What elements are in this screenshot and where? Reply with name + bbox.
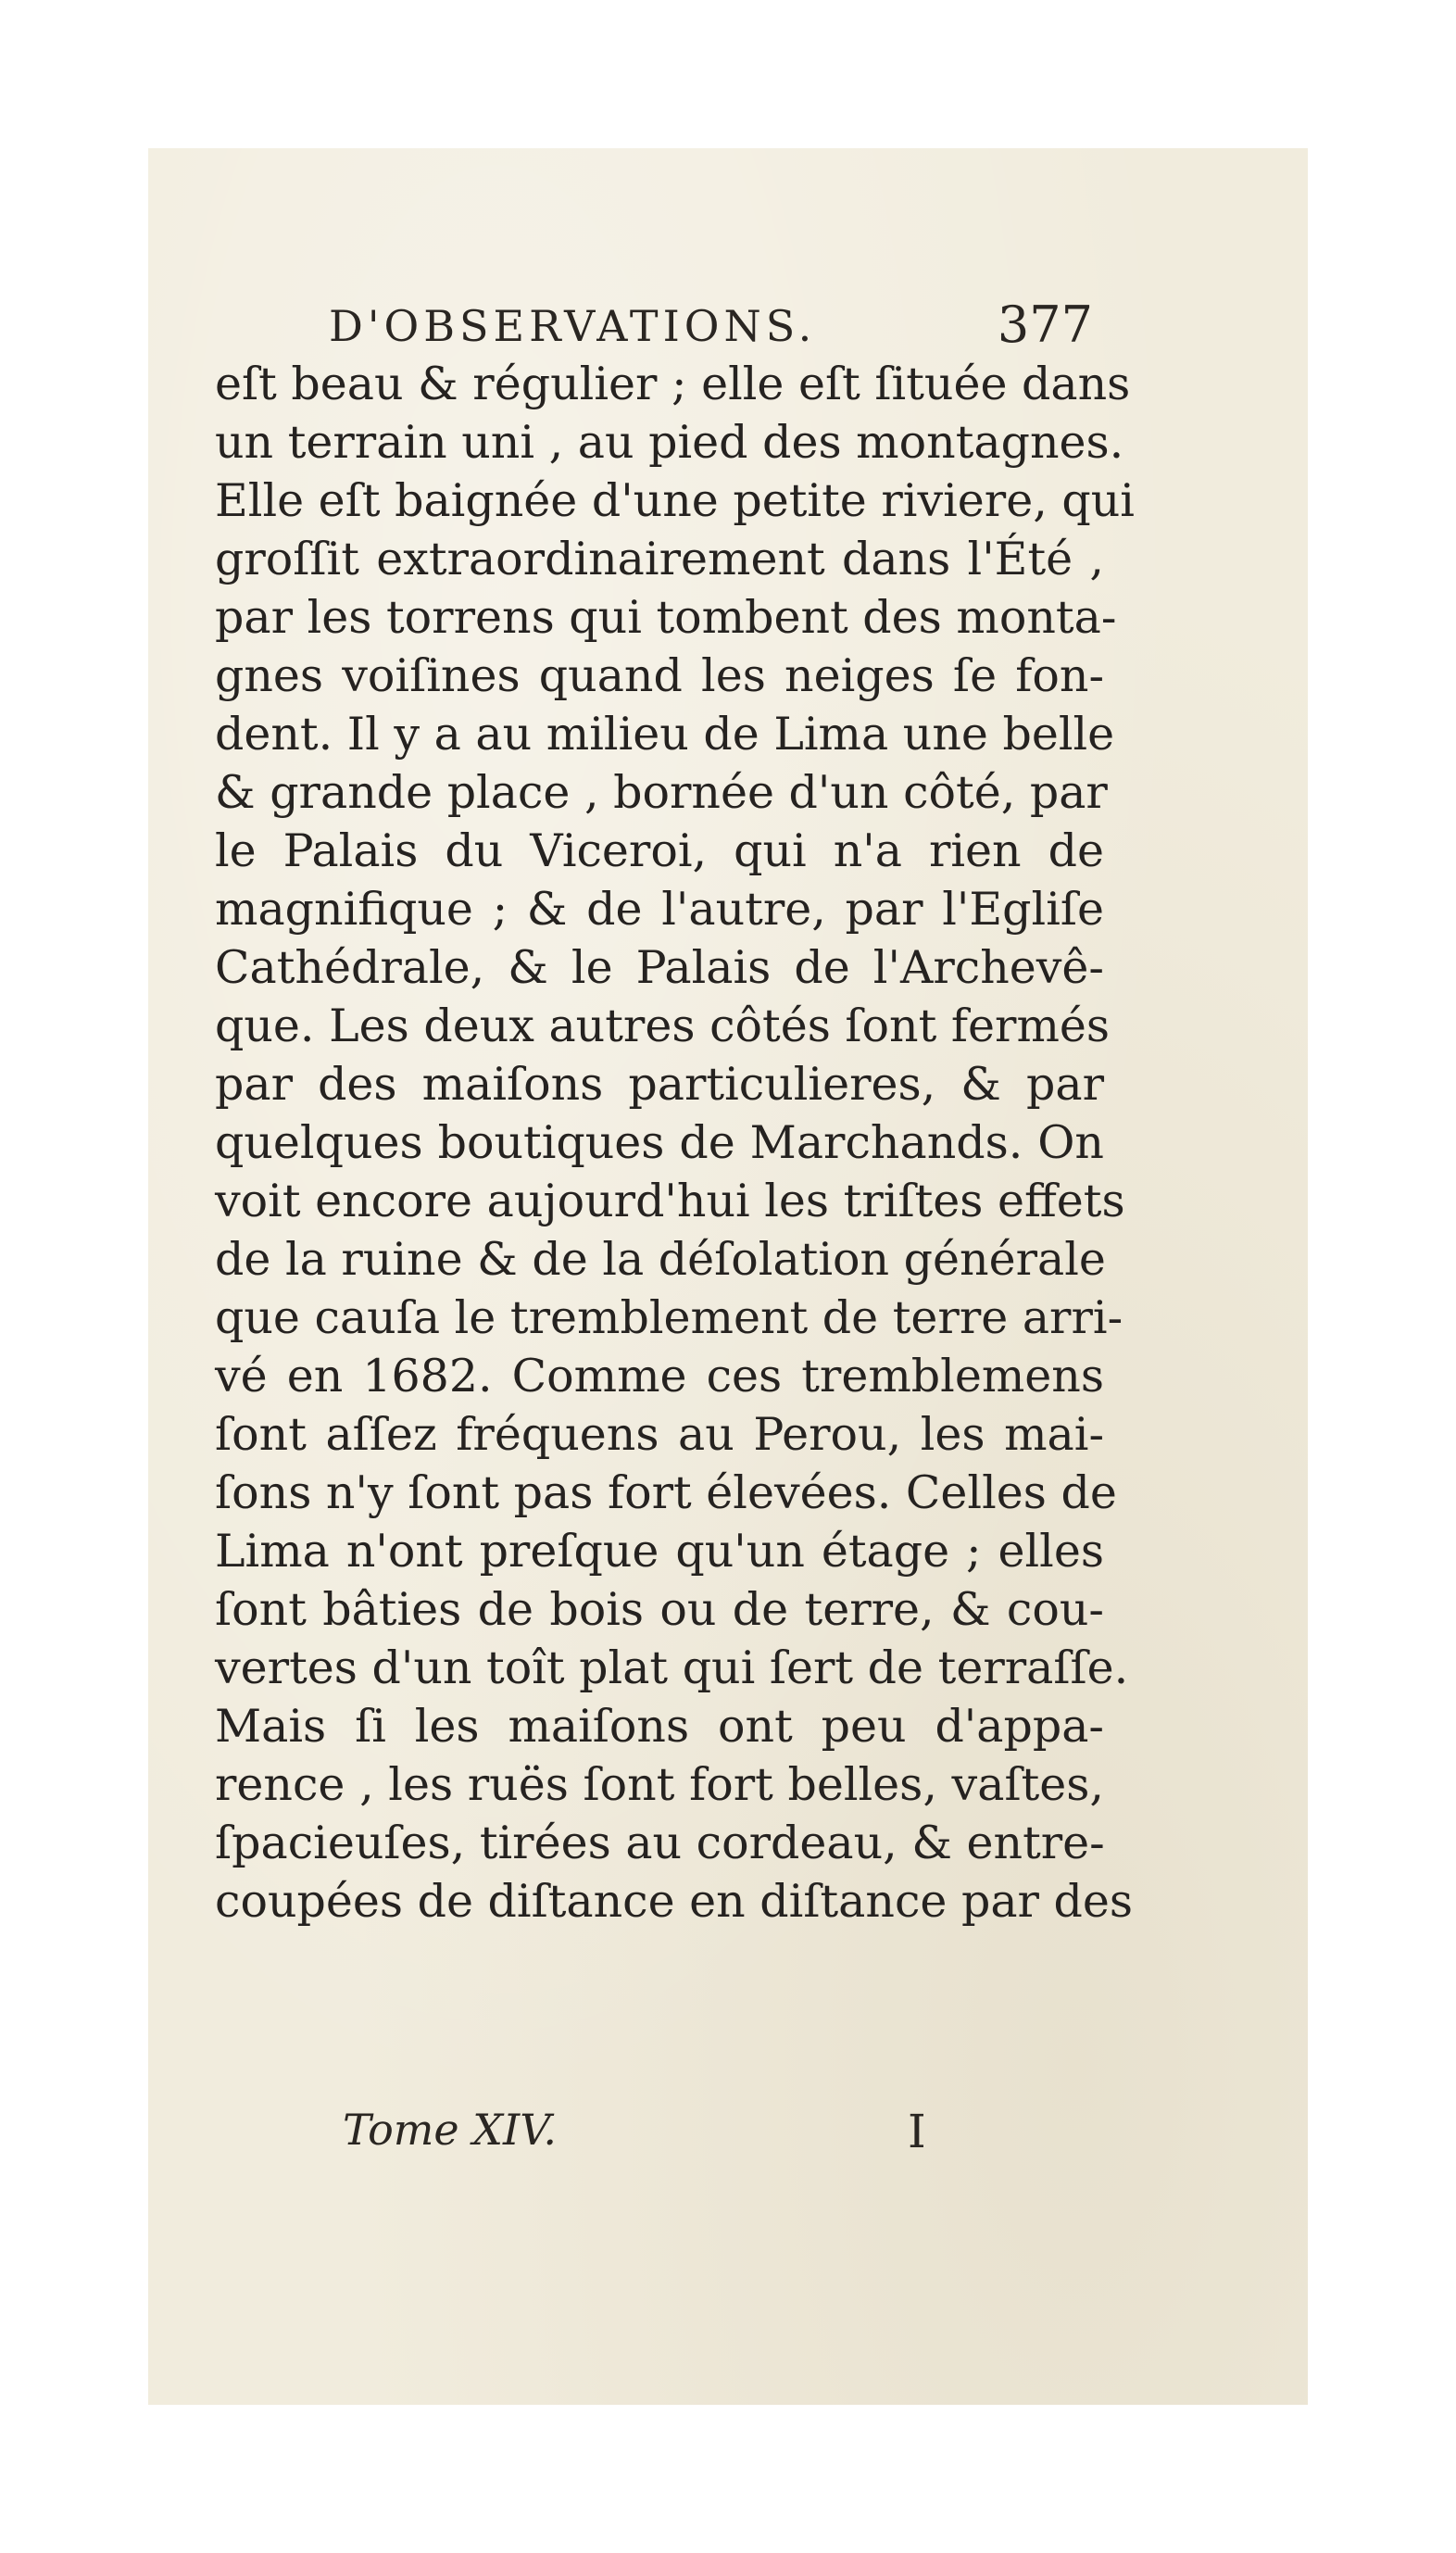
text-line: dent. Il y a au milieu de Lima une belle xyxy=(215,708,1115,761)
book-page xyxy=(148,148,1308,2405)
text-line: Elle eſt baignée d'une petite riviere, qui xyxy=(215,474,1135,527)
text-line: le Palais du Viceroi, qui n'a rien de xyxy=(215,824,1104,877)
volume-label: Tome XIV. xyxy=(343,2105,557,2155)
text-line: rence , les ruës ſont fort belles, vaſtes, xyxy=(215,1758,1104,1811)
text-line: quelques boutiques de Marchands. On xyxy=(215,1116,1104,1169)
text-line: coupées de diſtance en diſtance par des xyxy=(215,1875,1134,1928)
text-line: que cauſa le tremblement de terre arri- xyxy=(215,1291,1123,1344)
text-line: ſpacieuſes, tirées au cordeau, & entre- xyxy=(215,1817,1105,1869)
text-line: ſons n'y ſont pas fort élevées. Celles de xyxy=(215,1466,1117,1519)
text-line: vé en 1682. Comme ces tremblemens xyxy=(215,1350,1104,1402)
page-footer xyxy=(148,2105,1308,2169)
text-line: Lima n'ont preſque qu'un étage ; elles xyxy=(215,1525,1104,1578)
page-number: 377 xyxy=(997,296,1093,354)
body-text xyxy=(215,355,1135,1930)
text-line: eſt beau & régulier ; elle eſt ſituée dans xyxy=(215,358,1131,410)
text-line: Cathédrale, & le Palais de l'Archevê- xyxy=(215,941,1104,994)
text-line: gnes voiſines quand les neiges ſe fon- xyxy=(215,649,1104,702)
text-line: par des maiſons particulieres, & par xyxy=(215,1058,1104,1111)
text-line: & grande place , bornée d'un côté, par xyxy=(215,766,1108,819)
text-line: ſont bâties de bois ou de terre, & cou- xyxy=(215,1583,1104,1636)
text-line: de la ruine & de la déſolation générale xyxy=(215,1233,1106,1286)
text-line: Mais ſi les maiſons ont peu d'appa- xyxy=(215,1700,1104,1753)
text-line: voit encore aujourd'hui les triſtes effets xyxy=(215,1175,1125,1227)
signature-mark: I xyxy=(908,2105,926,2158)
text-line: vertes d'un toît plat qui ſert de terraſſe. xyxy=(215,1641,1129,1694)
running-head: D'OBSERVATIONS. xyxy=(329,301,817,351)
text-line: par les torrens qui tombent des monta- xyxy=(215,591,1117,644)
text-line: groſſit extraordinairement dans l'Été , xyxy=(215,533,1104,585)
text-line: magnifique ; & de l'autre, par l'Egliſe xyxy=(215,883,1104,936)
text-line: ſont aſſez fréquens au Perou, les mai- xyxy=(215,1408,1104,1461)
text-line: un terrain uni , au pied des montagnes. xyxy=(215,416,1124,469)
text-line: que. Les deux autres côtés ſont fermés xyxy=(215,1000,1111,1052)
